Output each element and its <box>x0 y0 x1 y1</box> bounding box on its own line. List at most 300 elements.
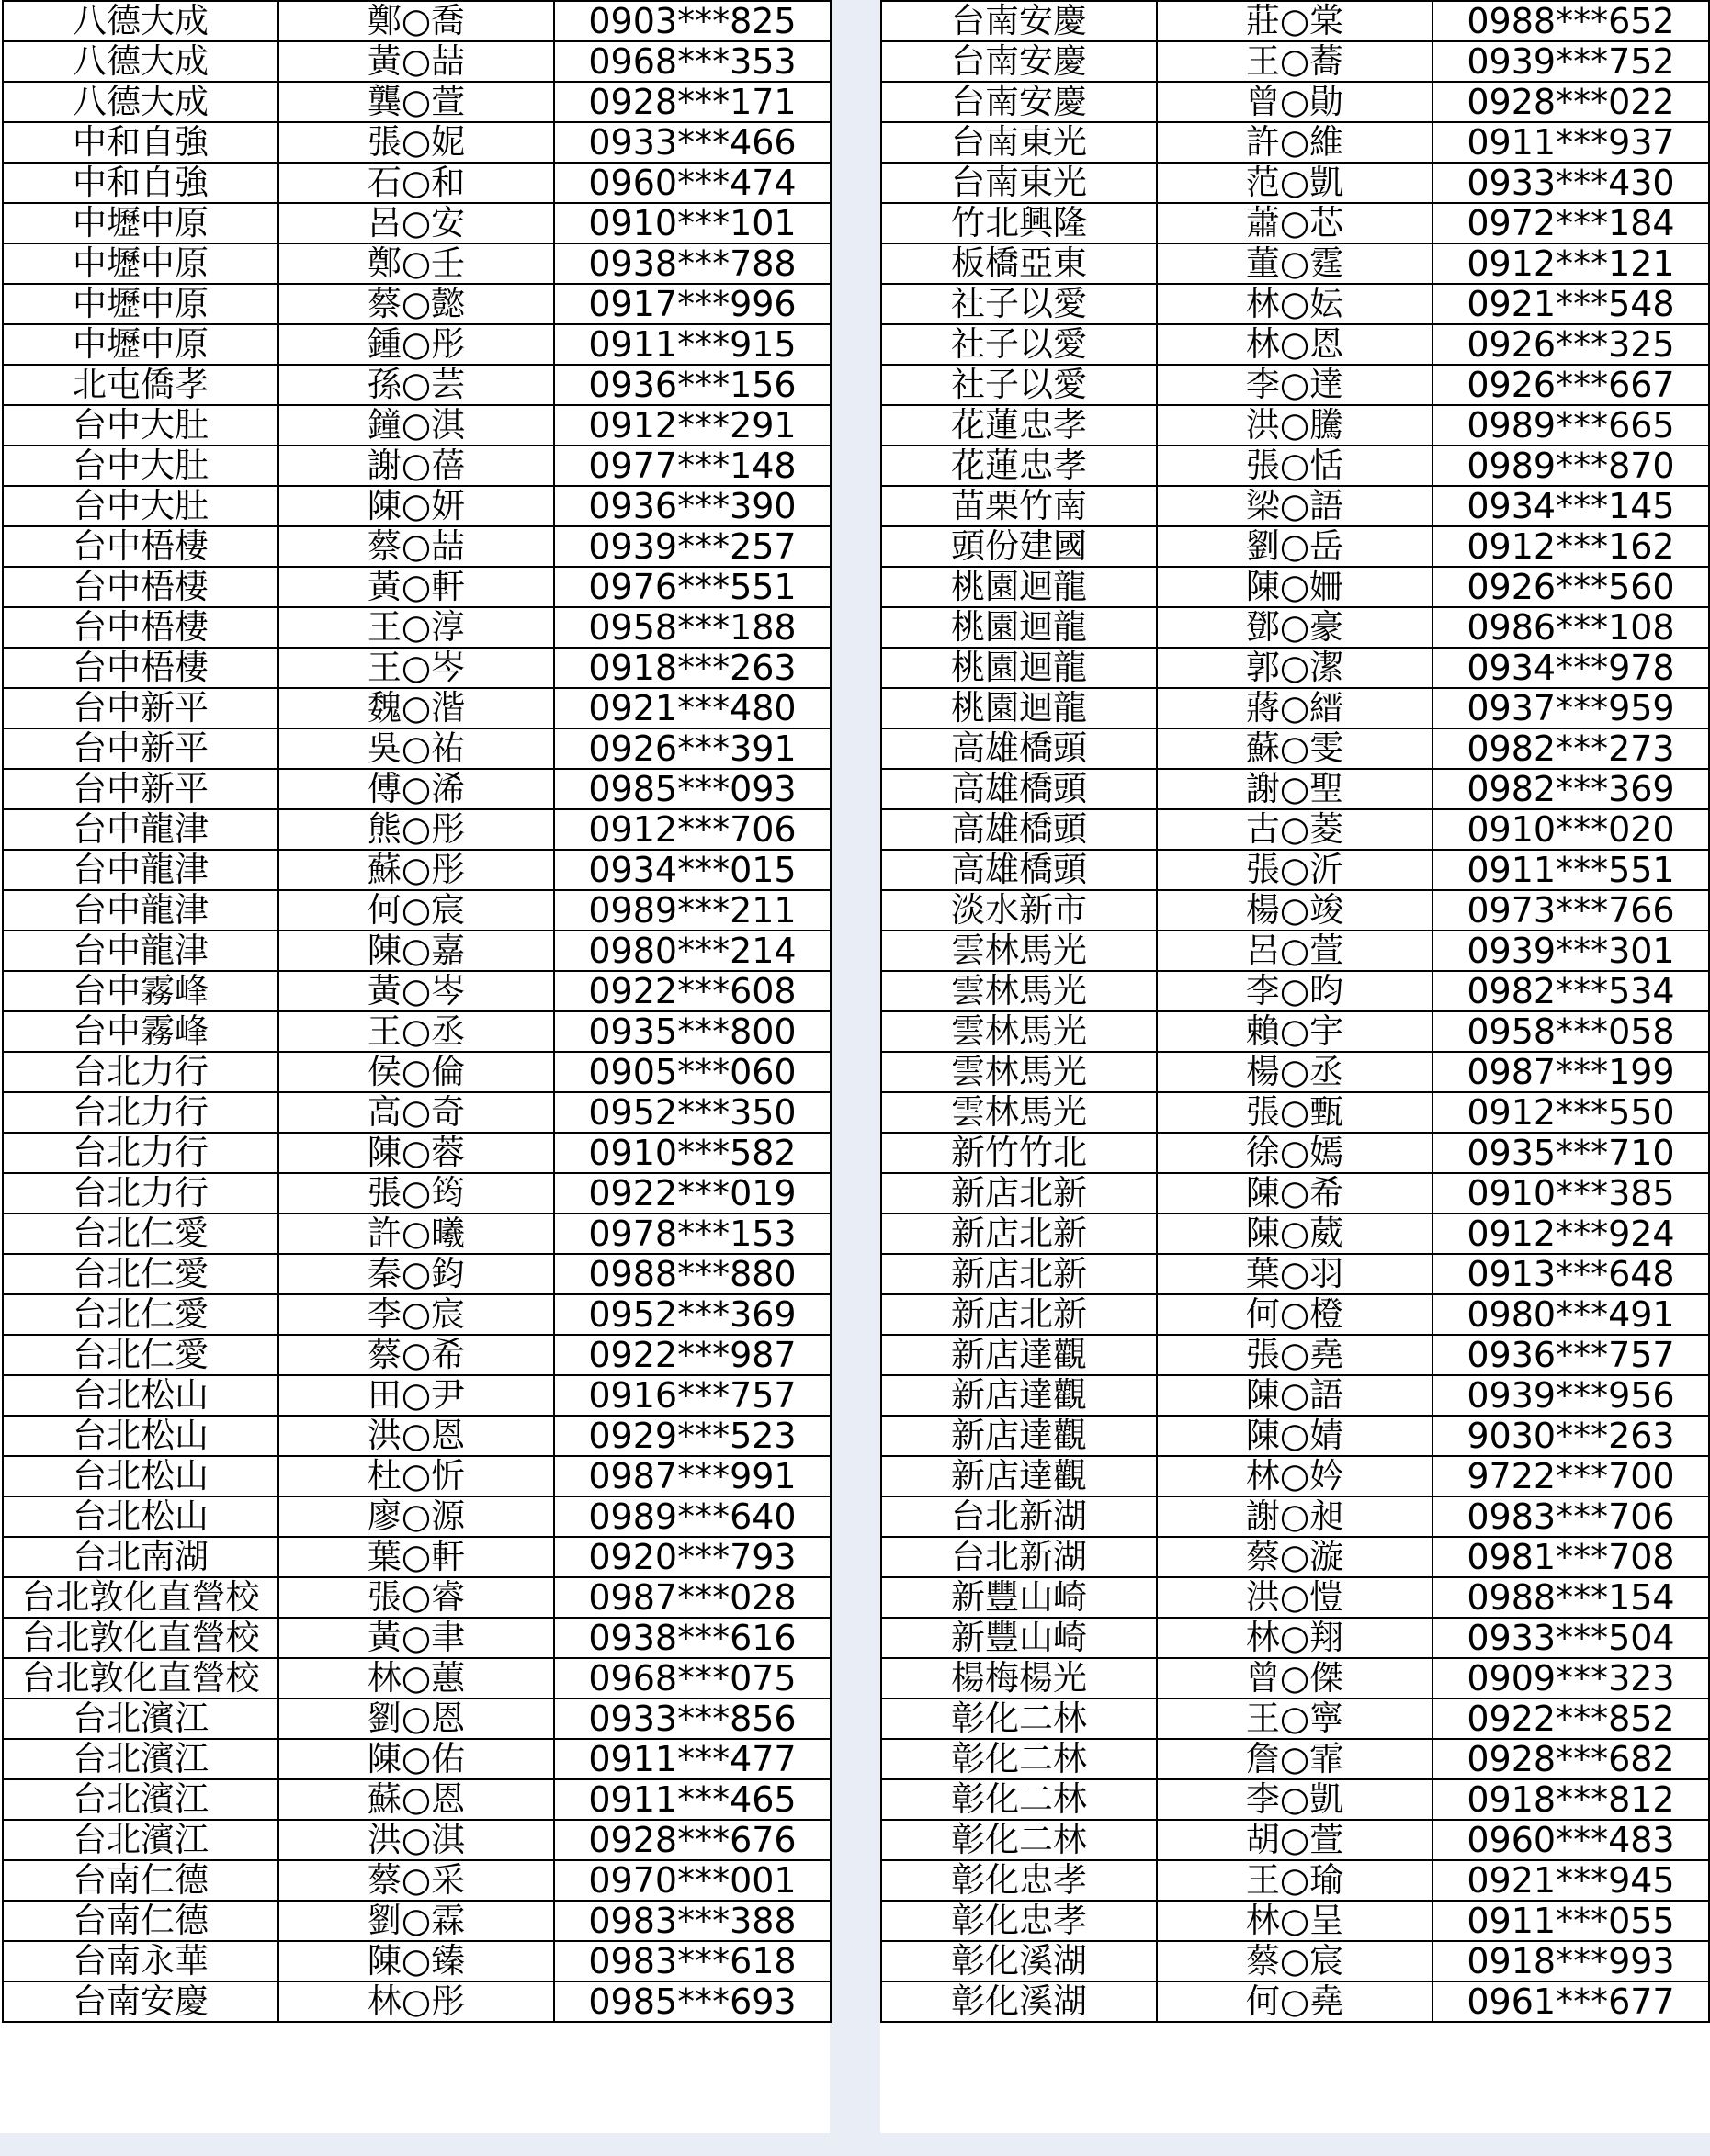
name-cell: 王○瑜 <box>1157 1860 1433 1901</box>
phone-cell: 0910***582 <box>554 1133 831 1173</box>
branch-cell: 高雄橋頭 <box>881 728 1157 769</box>
phone-cell: 0933***430 <box>1433 163 1709 203</box>
phone-cell: 0903***825 <box>554 1 831 41</box>
table-row <box>881 526 1709 567</box>
branch-cell: 台北濱江 <box>3 1739 278 1779</box>
branch-cell: 高雄橋頭 <box>881 809 1157 850</box>
table-row <box>3 163 831 203</box>
column-divider <box>830 0 880 2133</box>
branch-cell: 台中新平 <box>3 688 278 728</box>
branch-cell: 台北松山 <box>3 1375 278 1416</box>
name-cell: 何○堯 <box>1157 1981 1433 2022</box>
branch-cell: 高雄橋頭 <box>881 769 1157 809</box>
name-cell: 李○凱 <box>1157 1779 1433 1820</box>
phone-cell: 0912***162 <box>1433 526 1709 567</box>
name-cell: 王○寧 <box>1157 1699 1433 1739</box>
table-row <box>881 728 1709 769</box>
phone-cell: 0928***676 <box>554 1820 831 1860</box>
branch-cell: 台北仁愛 <box>3 1294 278 1335</box>
phone-cell: 0936***757 <box>1433 1335 1709 1375</box>
phone-cell: 0912***706 <box>554 809 831 850</box>
branch-cell: 台南東光 <box>881 163 1157 203</box>
name-cell: 林○翔 <box>1157 1618 1433 1658</box>
branch-cell: 台南安慶 <box>3 1981 278 2022</box>
table-row <box>3 122 831 163</box>
branch-cell: 新竹竹北 <box>881 1133 1157 1173</box>
table-row <box>3 446 831 486</box>
phone-cell: 0929***523 <box>554 1416 831 1456</box>
name-cell: 熊○彤 <box>278 809 554 850</box>
branch-cell: 淡水新市 <box>881 890 1157 931</box>
phone-cell: 0981***708 <box>1433 1537 1709 1577</box>
table-row <box>881 1739 1709 1779</box>
phone-cell: 0970***001 <box>554 1860 831 1901</box>
phone-cell: 0920***793 <box>554 1537 831 1577</box>
phone-cell: 0911***465 <box>554 1779 831 1820</box>
table-row <box>881 1981 1709 2022</box>
phone-cell: 0918***993 <box>1433 1941 1709 1981</box>
branch-cell: 台南仁德 <box>3 1901 278 1941</box>
branch-cell: 台中新平 <box>3 769 278 809</box>
phone-cell: 0918***263 <box>554 648 831 688</box>
branch-cell: 台北濱江 <box>3 1820 278 1860</box>
name-cell: 林○彤 <box>278 1981 554 2022</box>
table-row <box>3 1 831 41</box>
branch-cell: 台中龍津 <box>3 850 278 890</box>
name-cell: 林○恩 <box>1157 324 1433 365</box>
phone-cell: 0922***852 <box>1433 1699 1709 1739</box>
phone-cell: 0989***665 <box>1433 405 1709 446</box>
branch-cell: 中和自強 <box>3 122 278 163</box>
name-cell: 莊○棠 <box>1157 1 1433 41</box>
table-row <box>3 1052 831 1092</box>
branch-cell: 中壢中原 <box>3 284 278 324</box>
phone-cell: 0912***924 <box>1433 1213 1709 1254</box>
phone-cell: 0938***616 <box>554 1618 831 1658</box>
branch-cell: 彰化二林 <box>881 1820 1157 1860</box>
name-cell: 蔣○縉 <box>1157 688 1433 728</box>
phone-cell: 0926***667 <box>1433 365 1709 405</box>
phone-cell: 0939***301 <box>1433 931 1709 971</box>
name-cell: 蔡○漩 <box>1157 1537 1433 1577</box>
phone-cell: 0960***474 <box>554 163 831 203</box>
branch-cell: 苗栗竹南 <box>881 486 1157 526</box>
name-cell: 陳○語 <box>1157 1375 1433 1416</box>
name-cell: 蘇○雯 <box>1157 728 1433 769</box>
branch-cell: 台中梧棲 <box>3 607 278 648</box>
phone-cell: 0939***956 <box>1433 1375 1709 1416</box>
table-row <box>3 890 831 931</box>
phone-cell: 9722***700 <box>1433 1456 1709 1496</box>
phone-cell: 0980***214 <box>554 931 831 971</box>
phone-cell: 0921***480 <box>554 688 831 728</box>
branch-cell: 花蓮忠孝 <box>881 446 1157 486</box>
branch-cell: 台中大肚 <box>3 446 278 486</box>
branch-cell: 彰化二林 <box>881 1699 1157 1739</box>
name-cell: 賴○宇 <box>1157 1011 1433 1052</box>
name-cell: 楊○竣 <box>1157 890 1433 931</box>
table-row <box>3 1779 831 1820</box>
branch-cell: 台北濱江 <box>3 1779 278 1820</box>
phone-cell: 0988***652 <box>1433 1 1709 41</box>
branch-cell: 雲林馬光 <box>881 1092 1157 1133</box>
branch-cell: 八德大成 <box>3 41 278 82</box>
branch-cell: 雲林馬光 <box>881 1011 1157 1052</box>
branch-cell: 八德大成 <box>3 82 278 122</box>
name-cell: 洪○恩 <box>278 1416 554 1456</box>
branch-cell: 台中龍津 <box>3 809 278 850</box>
name-cell: 鐘○淇 <box>278 405 554 446</box>
name-cell: 蔡○懿 <box>278 284 554 324</box>
branch-cell: 台中龍津 <box>3 890 278 931</box>
phone-cell: 0937***959 <box>1433 688 1709 728</box>
phone-cell: 0980***491 <box>1433 1294 1709 1335</box>
table-row <box>3 1981 831 2022</box>
table-row <box>881 1456 1709 1496</box>
name-cell: 陳○希 <box>1157 1173 1433 1213</box>
branch-cell: 新店達觀 <box>881 1335 1157 1375</box>
name-cell: 蔡○采 <box>278 1860 554 1901</box>
name-cell: 蔡○喆 <box>278 526 554 567</box>
branch-cell: 新店北新 <box>881 1294 1157 1335</box>
branch-cell: 桃園迴龍 <box>881 688 1157 728</box>
branch-cell: 台中梧棲 <box>3 526 278 567</box>
phone-cell: 0982***273 <box>1433 728 1709 769</box>
table-row <box>3 1860 831 1901</box>
name-cell: 許○曦 <box>278 1213 554 1254</box>
table-row <box>881 82 1709 122</box>
phone-cell: 0936***156 <box>554 365 831 405</box>
name-cell: 徐○嫣 <box>1157 1133 1433 1173</box>
table-row <box>3 526 831 567</box>
phone-cell: 0983***388 <box>554 1901 831 1941</box>
name-cell: 林○妘 <box>1157 284 1433 324</box>
branch-cell: 台南安慶 <box>881 41 1157 82</box>
table-row <box>881 1254 1709 1294</box>
name-cell: 龔○萱 <box>278 82 554 122</box>
table-row <box>881 1416 1709 1456</box>
table-row <box>3 1699 831 1739</box>
table-row <box>881 405 1709 446</box>
branch-cell: 八德大成 <box>3 1 278 41</box>
phone-cell: 0958***188 <box>554 607 831 648</box>
phone-cell: 0958***058 <box>1433 1011 1709 1052</box>
name-cell: 李○宸 <box>278 1294 554 1335</box>
phone-cell: 0928***682 <box>1433 1739 1709 1779</box>
table-row <box>3 41 831 82</box>
phone-cell: 0921***548 <box>1433 284 1709 324</box>
table-row <box>881 1092 1709 1133</box>
name-cell: 吳○祐 <box>278 728 554 769</box>
page-footer-area <box>0 2133 1710 2156</box>
table-row <box>881 688 1709 728</box>
phone-cell: 0917***996 <box>554 284 831 324</box>
branch-cell: 中壢中原 <box>3 243 278 284</box>
name-cell: 許○維 <box>1157 122 1433 163</box>
phone-cell: 0926***391 <box>554 728 831 769</box>
name-cell: 王○淳 <box>278 607 554 648</box>
branch-cell: 彰化二林 <box>881 1739 1157 1779</box>
name-cell: 謝○昶 <box>1157 1496 1433 1537</box>
table-row <box>881 1011 1709 1052</box>
name-cell: 林○呈 <box>1157 1901 1433 1941</box>
branch-cell: 台北濱江 <box>3 1699 278 1739</box>
phone-cell: 0982***369 <box>1433 769 1709 809</box>
table-row <box>3 769 831 809</box>
phone-cell: 0933***856 <box>554 1699 831 1739</box>
table-row <box>881 1860 1709 1901</box>
phone-cell: 0986***108 <box>1433 607 1709 648</box>
table-row <box>881 284 1709 324</box>
phone-cell: 0934***145 <box>1433 486 1709 526</box>
name-cell: 鄭○壬 <box>278 243 554 284</box>
name-cell: 梁○語 <box>1157 486 1433 526</box>
phone-cell: 0933***504 <box>1433 1618 1709 1658</box>
phone-cell: 0934***978 <box>1433 648 1709 688</box>
phone-cell: 0968***075 <box>554 1658 831 1699</box>
phone-cell: 0911***937 <box>1433 122 1709 163</box>
name-cell: 孫○芸 <box>278 365 554 405</box>
name-cell: 郭○潔 <box>1157 648 1433 688</box>
branch-cell: 台中梧棲 <box>3 648 278 688</box>
table-row <box>881 648 1709 688</box>
name-cell: 王○蕎 <box>1157 41 1433 82</box>
name-cell: 蔡○宸 <box>1157 1941 1433 1981</box>
name-cell: 高○奇 <box>278 1092 554 1133</box>
branch-cell: 台南安慶 <box>881 1 1157 41</box>
name-cell: 葉○羽 <box>1157 1254 1433 1294</box>
name-cell: 傅○浠 <box>278 769 554 809</box>
phone-cell: 0913***648 <box>1433 1254 1709 1294</box>
name-cell: 洪○淇 <box>278 1820 554 1860</box>
branch-cell: 新店北新 <box>881 1173 1157 1213</box>
name-cell: 張○筠 <box>278 1173 554 1213</box>
phone-cell: 0983***618 <box>554 1941 831 1981</box>
table-row <box>881 1537 1709 1577</box>
table-row <box>881 1901 1709 1941</box>
name-cell: 李○昀 <box>1157 971 1433 1011</box>
branch-cell: 台北新湖 <box>881 1496 1157 1537</box>
name-cell: 詹○霏 <box>1157 1739 1433 1779</box>
branch-cell: 彰化忠孝 <box>881 1901 1157 1941</box>
phone-cell: 0972***184 <box>1433 203 1709 243</box>
table-row <box>3 607 831 648</box>
phone-cell: 0918***812 <box>1433 1779 1709 1820</box>
name-cell: 黃○軒 <box>278 567 554 607</box>
branch-cell: 中和自強 <box>3 163 278 203</box>
name-cell: 董○霆 <box>1157 243 1433 284</box>
table-row <box>3 1011 831 1052</box>
phone-cell: 0952***369 <box>554 1294 831 1335</box>
table-row <box>3 1658 831 1699</box>
branch-cell: 雲林馬光 <box>881 971 1157 1011</box>
table-row <box>3 284 831 324</box>
table-row <box>881 1496 1709 1537</box>
table-row <box>3 688 831 728</box>
phone-cell: 0973***766 <box>1433 890 1709 931</box>
table-row <box>881 1052 1709 1092</box>
name-cell: 何○宸 <box>278 890 554 931</box>
table-row <box>881 769 1709 809</box>
name-cell: 蕭○芯 <box>1157 203 1433 243</box>
branch-cell: 台南東光 <box>881 122 1157 163</box>
table-row <box>3 1335 831 1375</box>
table-row <box>881 1173 1709 1213</box>
name-cell: 劉○霖 <box>278 1901 554 1941</box>
name-cell: 陳○嘉 <box>278 931 554 971</box>
name-cell: 洪○愷 <box>1157 1577 1433 1618</box>
table-row <box>3 1739 831 1779</box>
branch-cell: 台北南湖 <box>3 1537 278 1577</box>
name-cell: 曾○傑 <box>1157 1658 1433 1699</box>
table-row <box>3 1213 831 1254</box>
phone-cell: 0961***677 <box>1433 1981 1709 2022</box>
branch-cell: 台中梧棲 <box>3 567 278 607</box>
table-row <box>881 1375 1709 1416</box>
name-cell: 王○丞 <box>278 1011 554 1052</box>
branch-cell: 雲林馬光 <box>881 1052 1157 1092</box>
winner-table-right-body <box>881 1 1709 2022</box>
table-row <box>3 365 831 405</box>
branch-cell: 台中霧峰 <box>3 971 278 1011</box>
branch-cell: 桃園迴龍 <box>881 567 1157 607</box>
name-cell: 洪○騰 <box>1157 405 1433 446</box>
table-row <box>881 122 1709 163</box>
table-row <box>3 243 831 284</box>
table-row <box>3 1618 831 1658</box>
phone-cell: 0952***350 <box>554 1092 831 1133</box>
table-row <box>881 1 1709 41</box>
branch-cell: 彰化溪湖 <box>881 1941 1157 1981</box>
name-cell: 呂○安 <box>278 203 554 243</box>
name-cell: 胡○萱 <box>1157 1820 1433 1860</box>
table-row <box>3 1537 831 1577</box>
phone-cell: 0905***060 <box>554 1052 831 1092</box>
table-row <box>881 243 1709 284</box>
branch-cell: 台南安慶 <box>881 82 1157 122</box>
branch-cell: 新店北新 <box>881 1213 1157 1254</box>
name-cell: 鄧○豪 <box>1157 607 1433 648</box>
table-row <box>881 41 1709 82</box>
phone-cell: 0921***945 <box>1433 1860 1709 1901</box>
branch-cell: 高雄橋頭 <box>881 850 1157 890</box>
table-row <box>3 203 831 243</box>
phone-cell: 0987***199 <box>1433 1052 1709 1092</box>
phone-cell: 0978***153 <box>554 1213 831 1254</box>
name-cell: 何○橙 <box>1157 1294 1433 1335</box>
name-cell: 林○蕙 <box>278 1658 554 1699</box>
name-cell: 蘇○恩 <box>278 1779 554 1820</box>
table-row <box>881 1779 1709 1820</box>
table-row <box>881 324 1709 365</box>
winner-table-right <box>880 0 1710 2023</box>
branch-cell: 台中大肚 <box>3 486 278 526</box>
table-row <box>3 1294 831 1335</box>
table-row <box>3 1133 831 1173</box>
name-cell: 陳○蓉 <box>278 1133 554 1173</box>
table-row <box>881 1699 1709 1739</box>
branch-cell: 社子以愛 <box>881 365 1157 405</box>
phone-cell: 0988***154 <box>1433 1577 1709 1618</box>
name-cell: 蔡○希 <box>278 1335 554 1375</box>
branch-cell: 新店達觀 <box>881 1375 1157 1416</box>
phone-cell: 0911***915 <box>554 324 831 365</box>
name-cell: 陳○妍 <box>278 486 554 526</box>
phone-cell: 0938***788 <box>554 243 831 284</box>
phone-cell: 0910***101 <box>554 203 831 243</box>
table-row <box>881 365 1709 405</box>
name-cell: 黃○岑 <box>278 971 554 1011</box>
table-row <box>881 567 1709 607</box>
branch-cell: 台北敦化直營校 <box>3 1577 278 1618</box>
name-cell: 陳○婧 <box>1157 1416 1433 1456</box>
name-cell: 鍾○彤 <box>278 324 554 365</box>
name-cell: 張○沂 <box>1157 850 1433 890</box>
table-row <box>3 1416 831 1456</box>
branch-cell: 竹北興隆 <box>881 203 1157 243</box>
table-row <box>881 850 1709 890</box>
branch-cell: 社子以愛 <box>881 324 1157 365</box>
phone-cell: 0922***987 <box>554 1335 831 1375</box>
table-row <box>3 648 831 688</box>
table-row <box>881 203 1709 243</box>
name-cell: 黃○聿 <box>278 1618 554 1658</box>
branch-cell: 楊梅楊光 <box>881 1658 1157 1699</box>
phone-cell: 0911***477 <box>554 1739 831 1779</box>
name-cell: 鄭○喬 <box>278 1 554 41</box>
table-row <box>881 1335 1709 1375</box>
name-cell: 謝○聖 <box>1157 769 1433 809</box>
branch-cell: 雲林馬光 <box>881 931 1157 971</box>
name-cell: 劉○恩 <box>278 1699 554 1739</box>
name-cell: 杜○忻 <box>278 1456 554 1496</box>
winner-table-left <box>2 0 832 2023</box>
name-cell: 林○妗 <box>1157 1456 1433 1496</box>
phone-cell: 0987***028 <box>554 1577 831 1618</box>
name-cell: 古○菱 <box>1157 809 1433 850</box>
name-cell: 楊○丞 <box>1157 1052 1433 1092</box>
name-cell: 張○妮 <box>278 122 554 163</box>
table-row <box>881 1820 1709 1860</box>
branch-cell: 花蓮忠孝 <box>881 405 1157 446</box>
table-row <box>3 82 831 122</box>
phone-cell: 0926***560 <box>1433 567 1709 607</box>
table-row <box>3 1254 831 1294</box>
winner-table-left-body <box>3 1 831 2022</box>
branch-cell: 台中新平 <box>3 728 278 769</box>
branch-cell: 彰化二林 <box>881 1779 1157 1820</box>
table-row <box>881 1213 1709 1254</box>
name-cell: 范○凱 <box>1157 163 1433 203</box>
branch-cell: 桃園迴龍 <box>881 648 1157 688</box>
phone-cell: 0910***385 <box>1433 1173 1709 1213</box>
phone-cell: 0922***019 <box>554 1173 831 1213</box>
phone-cell: 0934***015 <box>554 850 831 890</box>
name-cell: 呂○萱 <box>1157 931 1433 971</box>
phone-cell: 0912***550 <box>1433 1092 1709 1133</box>
table-row <box>881 1941 1709 1981</box>
phone-cell: 0936***390 <box>554 486 831 526</box>
phone-cell: 0939***257 <box>554 526 831 567</box>
table-row <box>881 163 1709 203</box>
branch-cell: 彰化溪湖 <box>881 1981 1157 2022</box>
phone-cell: 0928***022 <box>1433 82 1709 122</box>
phone-cell: 0983***706 <box>1433 1496 1709 1537</box>
name-cell: 陳○葳 <box>1157 1213 1433 1254</box>
table-row <box>3 567 831 607</box>
branch-cell: 北屯僑孝 <box>3 365 278 405</box>
name-cell: 石○和 <box>278 163 554 203</box>
